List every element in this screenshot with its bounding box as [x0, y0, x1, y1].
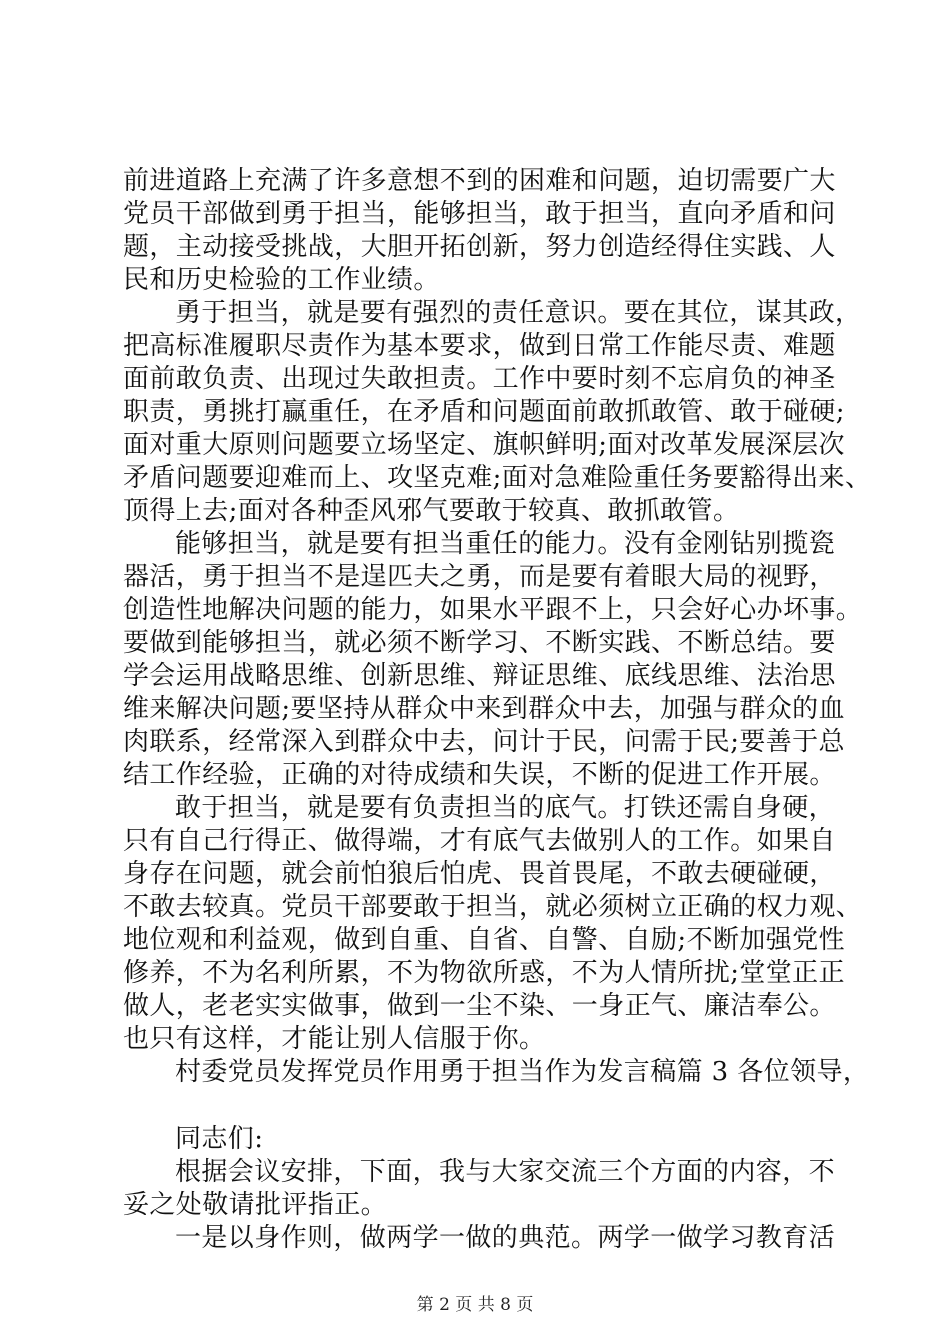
text-line: 党员干部做到勇于担当，能够担当，敢于担当，直向矛盾和问 [123, 199, 836, 229]
text-line: 要做到能够担当，就必须不断学习、不断实践、不断总结。要 [123, 628, 836, 658]
page-number-footer: 第 2 页 共 8 页 [416, 1295, 534, 1315]
text-line: 妥之处敬请批评指正。 [123, 1190, 388, 1220]
text-line: 根据会议安排，下面，我与大家交流三个方面的内容，不 [175, 1157, 836, 1187]
text-line: 面对重大原则问题要立场坚定、旗帜鲜明;面对改革发展深层次 [123, 430, 845, 460]
text-line: 身存在问题，就会前怕狼后怕虎、畏首畏尾，不敢去硬碰硬， [123, 859, 836, 889]
text-line: 也只有这样，才能让别人信服于你。 [123, 1024, 546, 1054]
text-line: 能够担当，就是要有担当重任的能力。没有金刚钻别揽瓷 [175, 529, 836, 559]
text-line: 敢于担当，就是要有负责担当的底气。打铁还需自身硬， [175, 793, 836, 823]
text-line: 一是以身作则，做两学一做的典范。两学一做学习教育活 [175, 1223, 836, 1253]
text-line: 做人，老老实实做事，做到一尘不染、一身正气、廉洁奉公。 [123, 991, 836, 1021]
text-line: 结工作经验，正确的对待成绩和失误，不断的促进工作开展。 [123, 760, 836, 790]
text-line: 题，主动接受挑战，大胆开拓创新，努力创造经得住实践、人 [123, 232, 836, 262]
text-line: 勇于担当，就是要有强烈的责任意识。要在其位，谋其政， [175, 298, 862, 328]
text-line: 把高标准履职尽责作为基本要求，做到日常工作能尽责、难题 [123, 331, 836, 361]
text-line: 面前敢负责、出现过失敢担责。工作中要时刻不忘肩负的神圣 [123, 364, 836, 394]
text-line: 同志们: [175, 1124, 264, 1154]
text-line: 地位观和利益观，做到自重、自省、自警、自励;不断加强党性 [123, 925, 845, 955]
text-line: 民和历史检验的工作业绩。 [123, 265, 440, 295]
text-line: 修养，不为名利所累，不为物欲所惑，不为人情所扰;堂堂正正 [123, 958, 845, 988]
text-line: 职责，勇挑打赢重任，在矛盾和问题面前敢抓敢管、敢于碰硬; [123, 397, 845, 427]
text-line: 只有自己行得正、做得端，才有底气去做别人的工作。如果自 [123, 826, 836, 856]
text-line: 器活，勇于担当不是逞匹夫之勇，而是要有着眼大局的视野， [123, 562, 836, 592]
text-line: 不敢去较真。党员干部要敢于担当，就必须树立正确的权力观、 [123, 892, 863, 922]
text-line: 村委党员发挥党员作用勇于担当作为发言稿篇 3 各位领导， [175, 1057, 870, 1087]
text-line: 学会运用战略思维、创新思维、辩证思维、底线思维、法治思 [123, 661, 836, 691]
text-line: 肉联系，经常深入到群众中去，问计于民，问需于民;要善于总 [123, 727, 845, 757]
text-line: 前进道路上充满了许多意想不到的困难和问题，迫切需要广大 [123, 166, 836, 196]
text-line: 维来解决问题;要坚持从群众中来到群众中去，加强与群众的血 [123, 694, 845, 724]
text-line: 创造性地解决问题的能力，如果水平跟不上，只会好心办坏事。 [123, 595, 863, 625]
text-line: 顶得上去;面对各种歪风邪气要敢于较真、敢抓敢管。 [123, 496, 740, 526]
text-line: 矛盾问题要迎难而上、攻坚克难;面对急难险重任务要豁得出来、 [123, 463, 872, 493]
